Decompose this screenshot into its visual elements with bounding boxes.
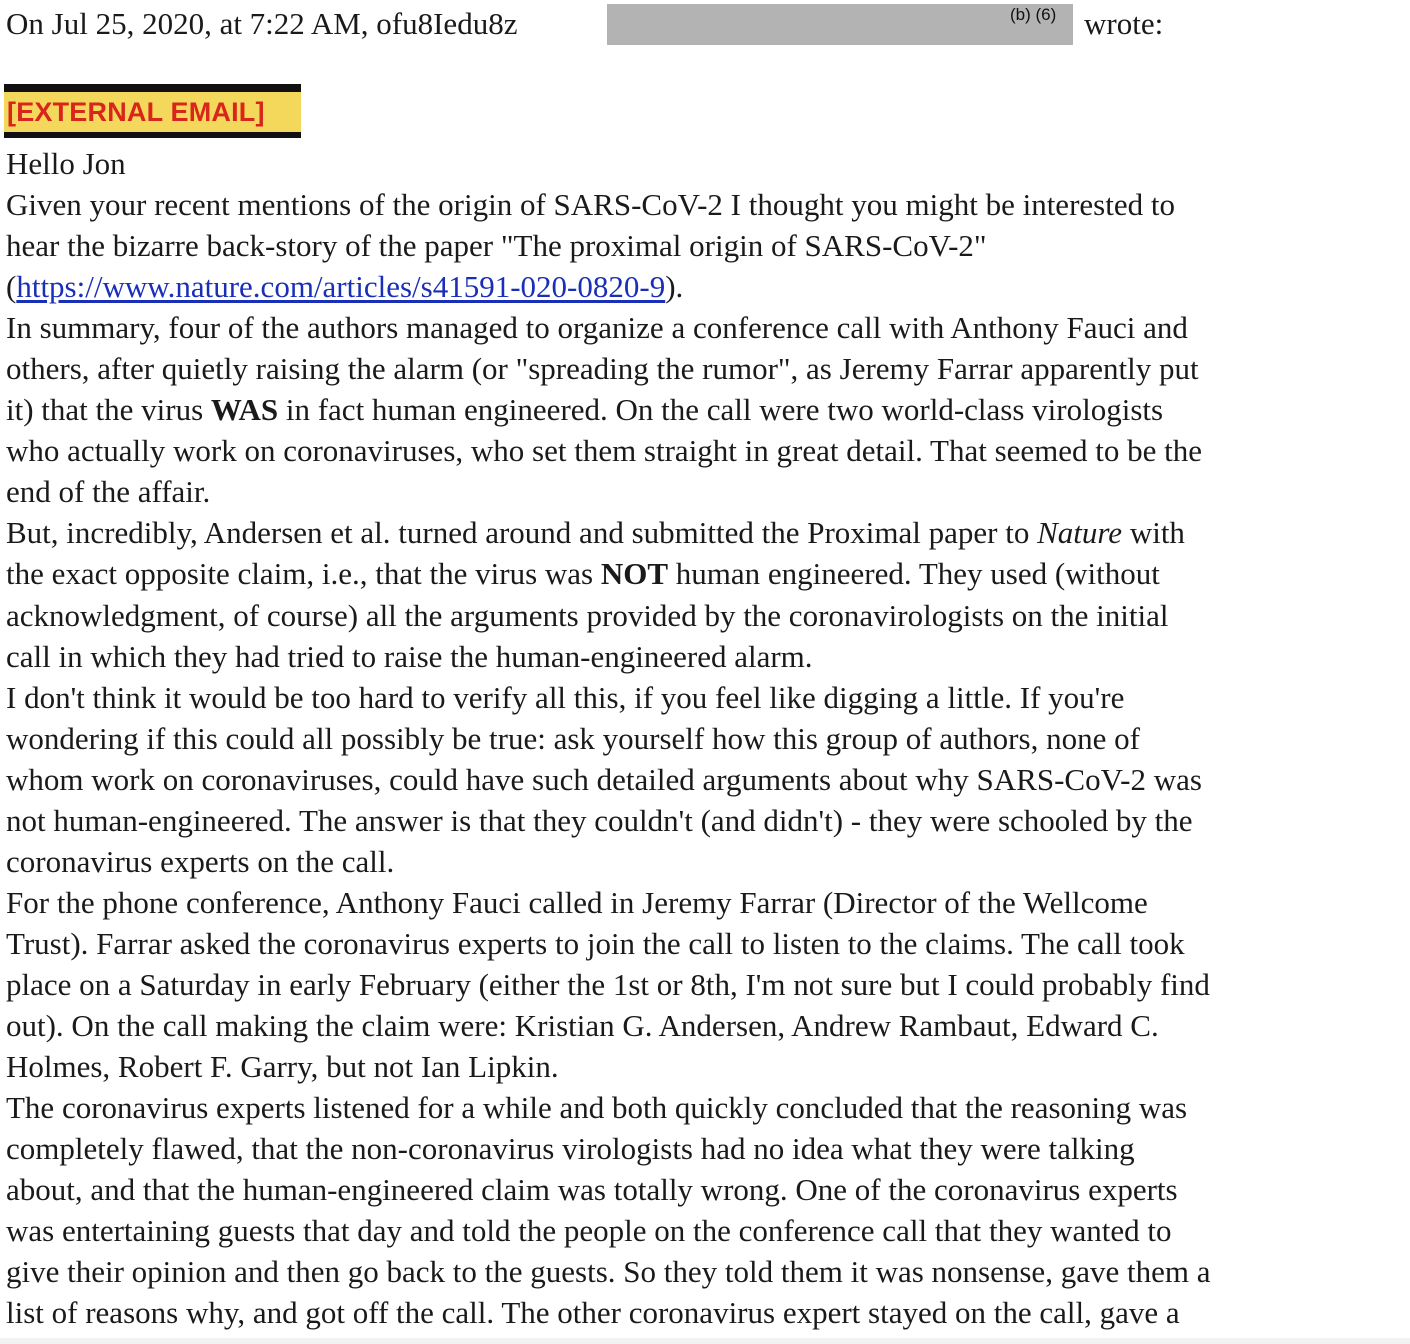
- body-line: acknowledgment, of course) all the arguments provided by the coronavirologists on the initial: [6, 597, 1169, 633]
- body-line-text: ).: [665, 269, 684, 305]
- body-line: about, and that the human-engineered claim was totally wrong. One of the coronavirus experts: [6, 1172, 1178, 1208]
- redaction-exemption-code: (b) (6): [1010, 5, 1057, 24]
- body-line-text: it) that the virus: [6, 392, 211, 428]
- external-email-label: [EXTERNAL EMAIL]: [4, 92, 301, 132]
- body-line: [6, 266, 1406, 307]
- body-line: hear the bizarre back-story of the paper "The proximal origin of SARS-CoV-2": [6, 228, 987, 264]
- body-line: Holmes, Robert F. Garry, but not Ian Lipkin.: [6, 1049, 559, 1085]
- body-line-text: (: [6, 269, 17, 305]
- redaction-box: [607, 4, 1073, 45]
- body-line: For the phone conference, Anthony Fauci called in Jeremy Farrar (Director of the Wellcome: [6, 884, 1148, 920]
- body-line: [6, 553, 1406, 594]
- body-line: out). On the call making the claim were: Kristian G. Andersen, Andrew Rambaut, Edward C.: [6, 1007, 1159, 1043]
- body-line: place on a Saturday in early February (either the 1st or 8th, I'm not sure but I could probably find: [6, 966, 1210, 1002]
- body-line: I don't think it would be too hard to verify all this, if you feel like digging a little. If you're: [6, 679, 1125, 715]
- body-line: list of reasons why, and got off the call. The other coronavirus expert stayed on the call, gave a: [6, 1295, 1180, 1331]
- body-line: others, after quietly raising the alarm (or "spreading the rumor", as Jeremy Farrar apparently put: [6, 351, 1199, 387]
- email-reply-header: [6, 2, 1406, 46]
- body-line: coronavirus experts on the call.: [6, 843, 395, 879]
- body-line: call in which they had tried to raise the human-engineered alarm.: [6, 638, 813, 674]
- body-line: give their opinion and then go back to the guests. So they told them it was nonsense, gave them a: [6, 1254, 1211, 1290]
- body-line: The coronavirus experts listened for a while and both quickly concluded that the reasoning was: [6, 1090, 1188, 1126]
- body-line: completely flawed, that the non-coronavirus virologists had no idea what they were talking: [6, 1131, 1135, 1167]
- body-line: In summary, four of the authors managed to organize a conference call with Anthony Fauci and: [6, 310, 1188, 346]
- body-line: [6, 389, 1406, 430]
- emphasis-bold: NOT: [600, 556, 669, 592]
- header-wrote-text: wrote:: [1084, 6, 1164, 41]
- body-line: Trust). Farrar asked the coronavirus experts to join the call to listen to the claims. The call took: [6, 925, 1185, 961]
- body-line-text: in fact human engineered. On the call were two world-class virologists: [278, 392, 1164, 428]
- page-edge: [0, 1338, 1410, 1344]
- body-line: not human-engineered. The answer is that they couldn't (and didn't) - they were schooled by the: [6, 802, 1193, 838]
- emphasis-italic: Nature: [1037, 515, 1123, 551]
- body-line: Given your recent mentions of the origin of SARS-CoV-2 I thought you might be interested to: [6, 187, 1175, 223]
- body-line: end of the affair.: [6, 474, 211, 510]
- body-line: wondering if this could all possibly be true: ask yourself how this group of authors, none of: [6, 720, 1140, 756]
- external-email-banner: [4, 84, 301, 138]
- header-sender-text: On Jul 25, 2020, at 7:22 AM, ofu8Iedu8z: [6, 6, 518, 41]
- body-line-text: But, incredibly, Andersen et al. turned around and submitted the Proximal paper to: [6, 515, 1038, 551]
- body-line: whom work on coronaviruses, could have such detailed arguments about why SARS-CoV-2 was: [6, 761, 1202, 797]
- body-line-text: human engineered. They used (without: [668, 556, 1160, 592]
- email-body: [6, 143, 1406, 1333]
- body-line: [6, 512, 1406, 553]
- emphasis-bold: WAS: [210, 392, 279, 428]
- body-line: was entertaining guests that day and told the people on the conference call that they wanted to: [6, 1213, 1172, 1249]
- body-line-text: the exact opposite claim, i.e., that the virus was: [6, 556, 601, 592]
- body-line: Hello Jon: [6, 146, 126, 181]
- body-line-text: with: [1122, 515, 1185, 551]
- body-line: who actually work on coronaviruses, who set them straight in great detail. That seemed to be the: [6, 433, 1203, 469]
- article-link[interactable]: https://www.nature.com/articles/s41591-020-0820-9: [16, 269, 666, 305]
